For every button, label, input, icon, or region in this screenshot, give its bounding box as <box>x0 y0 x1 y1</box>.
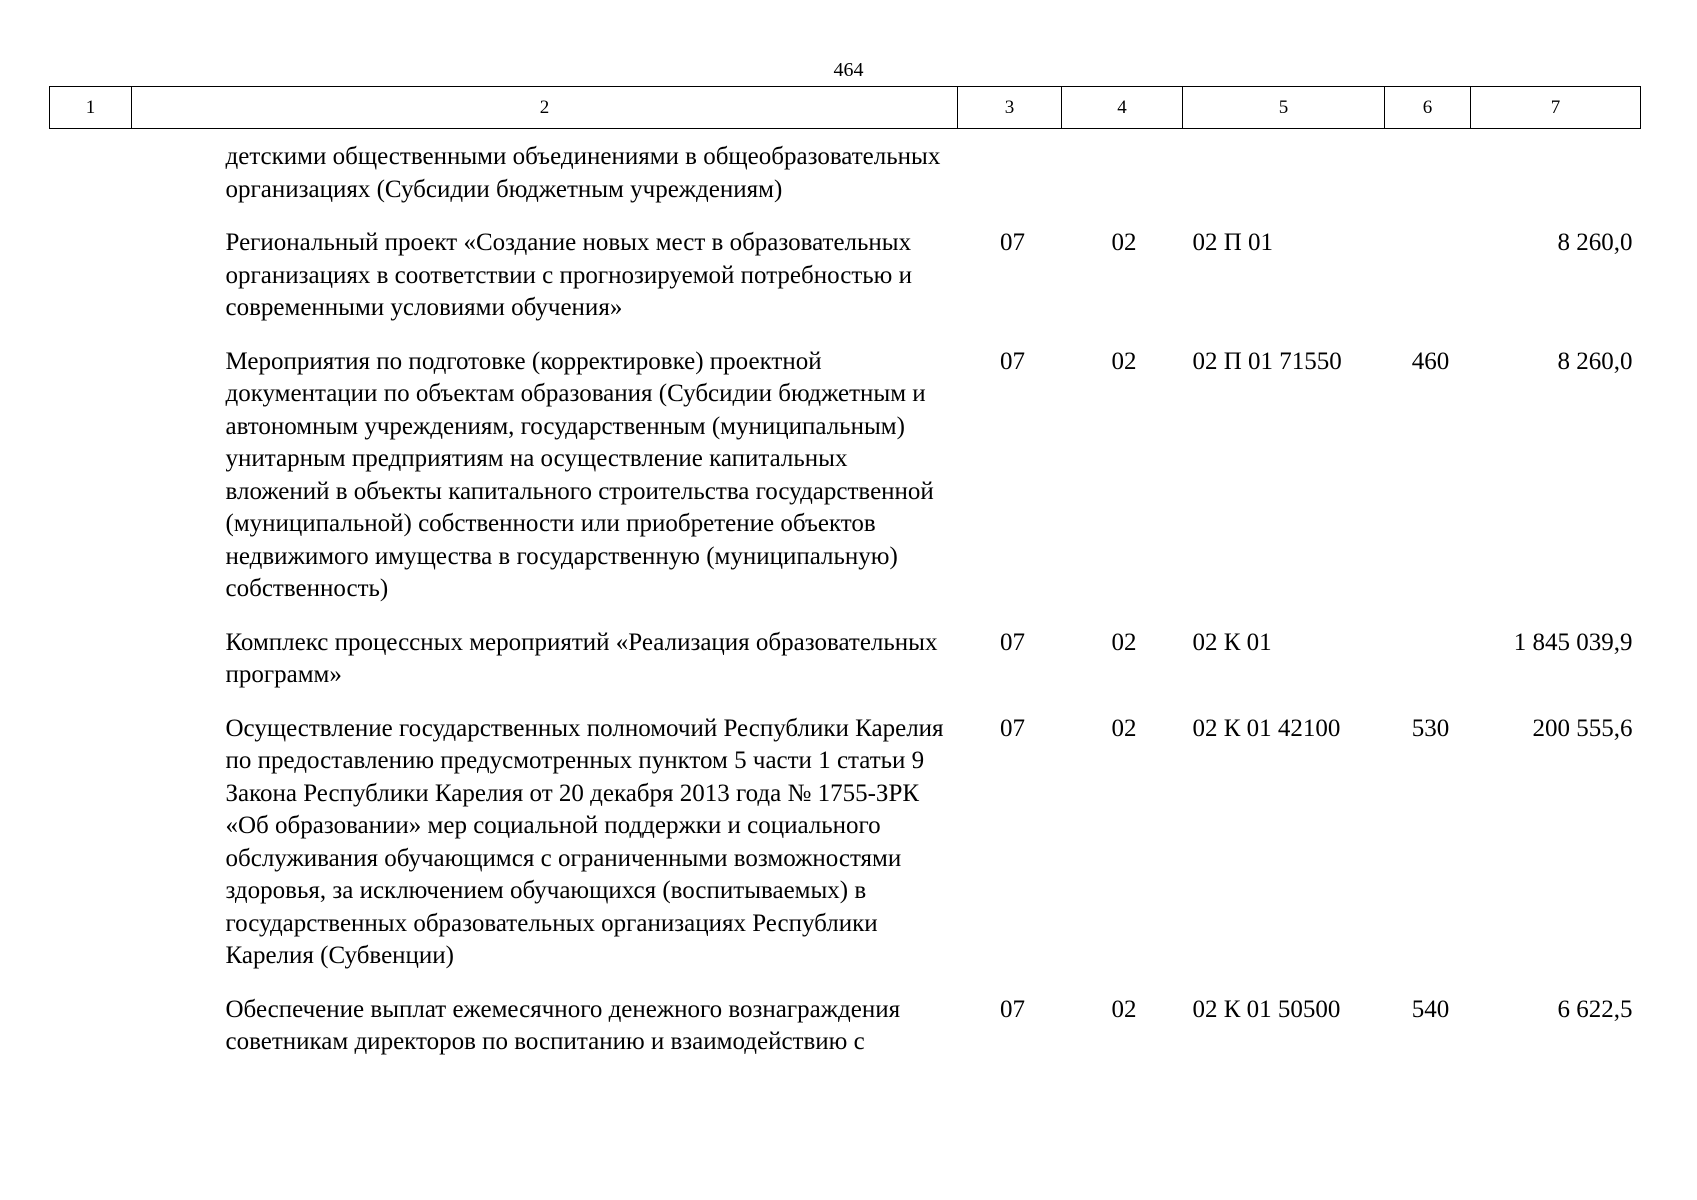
column-header-5: 5 <box>1183 87 1385 129</box>
row-subsection: 02 <box>1111 628 1137 656</box>
column-header-6: 6 <box>1385 87 1471 129</box>
row-target-article: 02 К 01 42100 <box>1192 714 1341 742</box>
row-expense-type: 540 <box>1411 995 1450 1023</box>
row-subsection: 02 <box>1111 347 1137 375</box>
column-number-header <box>50 87 1641 129</box>
table-row <box>50 627 1641 713</box>
row-subsection: 02 <box>1111 229 1137 256</box>
row-name: Обеспечение выплат ежемесячного денежного вознаграждения советникам директоров по воспитанию и взаимодействию с <box>225 995 901 1055</box>
row-sum: 6 622,5 <box>1557 995 1633 1023</box>
table-row <box>50 346 1641 627</box>
row-sum: 1 845 039,9 <box>1513 628 1633 656</box>
budget-table <box>49 86 1641 1080</box>
table-row <box>50 227 1641 346</box>
table-row <box>50 129 1641 228</box>
table-row <box>50 713 1641 994</box>
row-section: 07 <box>1000 347 1025 375</box>
row-expense-type <box>1385 627 1471 713</box>
row-sum: 8 260,0 <box>1557 229 1633 256</box>
column-header-3: 3 <box>958 87 1062 129</box>
row-target-article: 02 П 01 71550 <box>1192 347 1342 375</box>
row-name: Региональный проект «Создание новых мест в образовательных организациях в соответствии с прогнозируемой потребностью и современными условиями обучения» <box>225 229 912 321</box>
row-subsection <box>1062 129 1183 228</box>
row-target-article: 02 К 01 50500 <box>1192 995 1341 1023</box>
row-expense-type <box>1385 227 1471 346</box>
row-section <box>958 129 1062 228</box>
row-target-article: 02 К 01 <box>1192 628 1272 656</box>
column-header-2: 2 <box>132 87 958 129</box>
row-col1 <box>50 129 132 228</box>
row-subsection: 02 <box>1111 714 1137 742</box>
row-col1 <box>50 713 132 994</box>
row-target-article: 02 П 01 <box>1192 229 1274 256</box>
row-section: 07 <box>1000 628 1025 656</box>
row-col1 <box>50 346 132 627</box>
row-section: 07 <box>1000 995 1025 1023</box>
row-name: Мероприятия по подготовке (корректировке) проектной документации по объектам образования (Субсидии бюджетным и автономным учреждениям, государственным (муниципальным) унитарным предприятиям на осуществление капитальных вложений в объекты капитального строительства государственной (муниципальной) собственности или приобретение объектов недвижимого имущества в государственную (муниципальную) собственность) <box>225 347 934 602</box>
row-name: детскими общественными объединениями в общеобразовательных организациях (Субсидии бюджетным учреждениям) <box>225 143 941 203</box>
row-expense-type: 460 <box>1411 347 1450 375</box>
column-header-1: 1 <box>50 87 132 129</box>
row-name: Осуществление государственных полномочий Республики Карелия по предоставлению предусмотренных пунктом 5 части 1 статьи 9 Закона Республики Карелия от 20 декабря 2013 года № 1755-ЗРК «Об образовании» мер социальной поддержки и социального обслуживания обучающимся с ограниченными возможностями здоровья, за исключением обучающихся (воспитываемых) в государственных образовательных организациях Республики Карелия (Субвенции) <box>225 714 944 969</box>
row-section: 07 <box>1000 229 1025 256</box>
row-col1 <box>50 627 132 713</box>
row-name: Комплекс процессных мероприятий «Реализация образовательных программ» <box>225 628 938 688</box>
row-target-article <box>1183 129 1385 228</box>
column-header-7: 7 <box>1471 87 1641 129</box>
row-subsection: 02 <box>1111 995 1137 1023</box>
table-row <box>50 994 1641 1080</box>
row-sum: 8 260,0 <box>1557 347 1633 375</box>
row-col1 <box>50 227 132 346</box>
row-expense-type <box>1385 129 1471 228</box>
row-sum <box>1471 129 1641 228</box>
row-section: 07 <box>1000 714 1025 742</box>
page-number: 464 <box>833 59 864 81</box>
row-expense-type: 530 <box>1411 714 1450 742</box>
row-col1 <box>50 994 132 1080</box>
row-sum: 200 555,6 <box>1532 714 1633 742</box>
column-header-4: 4 <box>1062 87 1183 129</box>
